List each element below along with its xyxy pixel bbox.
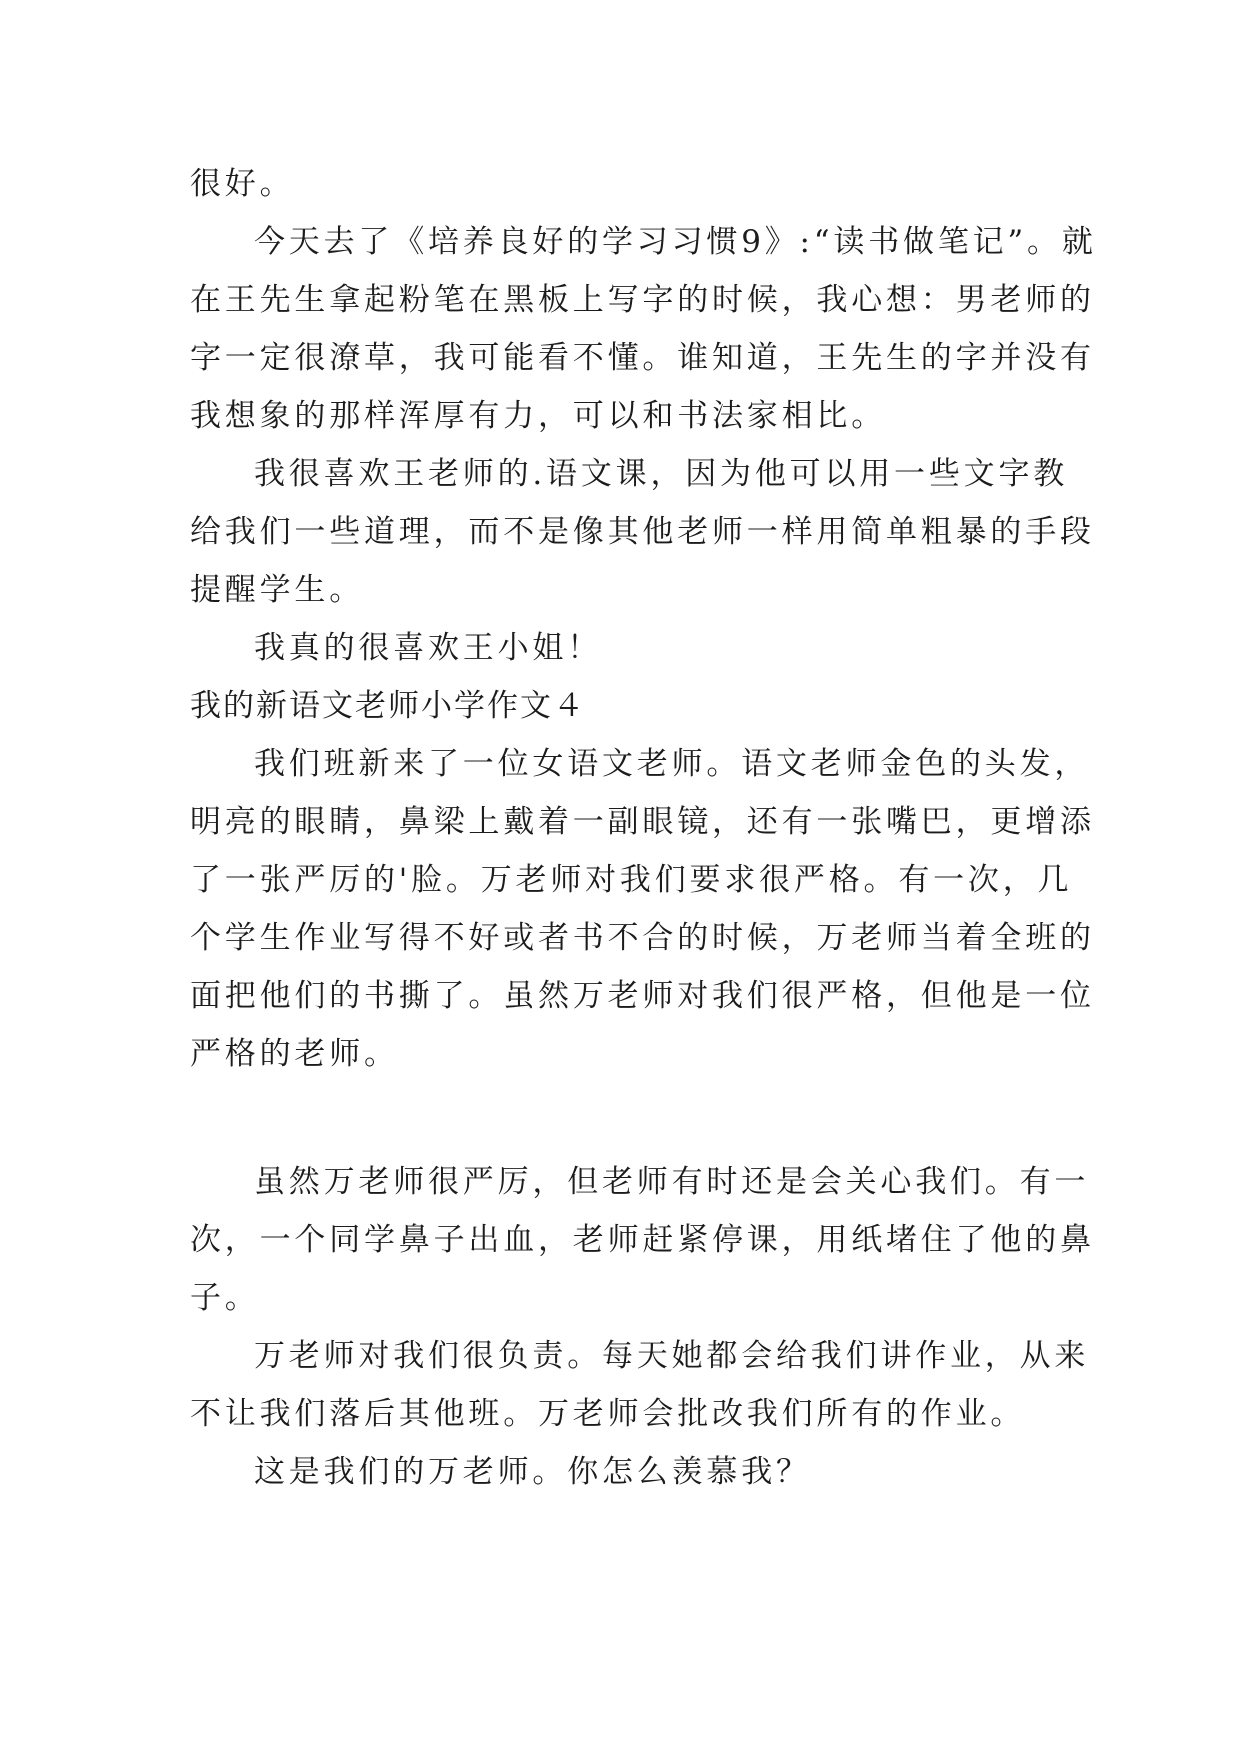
text-line: 子。 (190, 1280, 260, 1316)
paragraph-start: 我们班新来了一位女语文老师。语文老师金色的头发， (254, 746, 1090, 782)
section-heading: 我的新语文老师小学作文４ (190, 688, 586, 724)
text-line: 很好。 (190, 166, 295, 202)
paragraph-start: 我很喜欢王老师的.语文课，因为他可以用一些文字教 (254, 456, 1069, 492)
paragraph-start: 今天去了《培养良好的学习习惯9》:“读书做笔记”。就 (254, 224, 1097, 260)
paragraph-start: 我真的很喜欢王小姐！ (254, 630, 602, 666)
text-line: 我想象的那样浑厚有力，可以和书法家相比。 (190, 398, 886, 434)
paragraph-start: 虽然万老师很严厉，但老师有时还是会关心我们。有一 (254, 1164, 1090, 1200)
essay-body (190, 155, 1097, 1501)
text-line: 个学生作业写得不好或者书不合的时候，万老师当着全班的 (190, 920, 1095, 956)
text-line: 给我们一些道理，而不是像其他老师一样用简单粗暴的手段 (190, 514, 1095, 550)
text-line: 明亮的眼睛，鼻梁上戴着一副眼镜，还有一张嘴巴，更增添 (190, 804, 1095, 840)
text-line: 不让我们落后其他班。万老师会批改我们所有的作业。 (190, 1396, 1026, 1432)
text-line: 字一定很潦草，我可能看不懂。谁知道，王先生的字并没有 (190, 340, 1095, 376)
text-line: 面把他们的书撕了。虽然万老师对我们很严格，但他是一位 (190, 978, 1095, 1014)
text-line: 严格的老师。 (190, 1036, 399, 1072)
text-line: 了一张严厉的'脸。万老师对我们要求很严格。有一次，几 (190, 862, 1073, 898)
blank-line (190, 1083, 1050, 1153)
paragraph-start: 万老师对我们很负责。每天她都会给我们讲作业，从来 (254, 1338, 1090, 1374)
paragraph-start: 这是我们的万老师。你怎么羡慕我？ (254, 1454, 811, 1490)
text-line: 在王先生拿起粉笔在黑板上写字的时候，我心想：男老师的 (190, 282, 1095, 318)
text-line: 提醒学生。 (190, 572, 364, 608)
text-line: 次，一个同学鼻子出血，老师赶紧停课，用纸堵住了他的鼻 (190, 1222, 1095, 1258)
